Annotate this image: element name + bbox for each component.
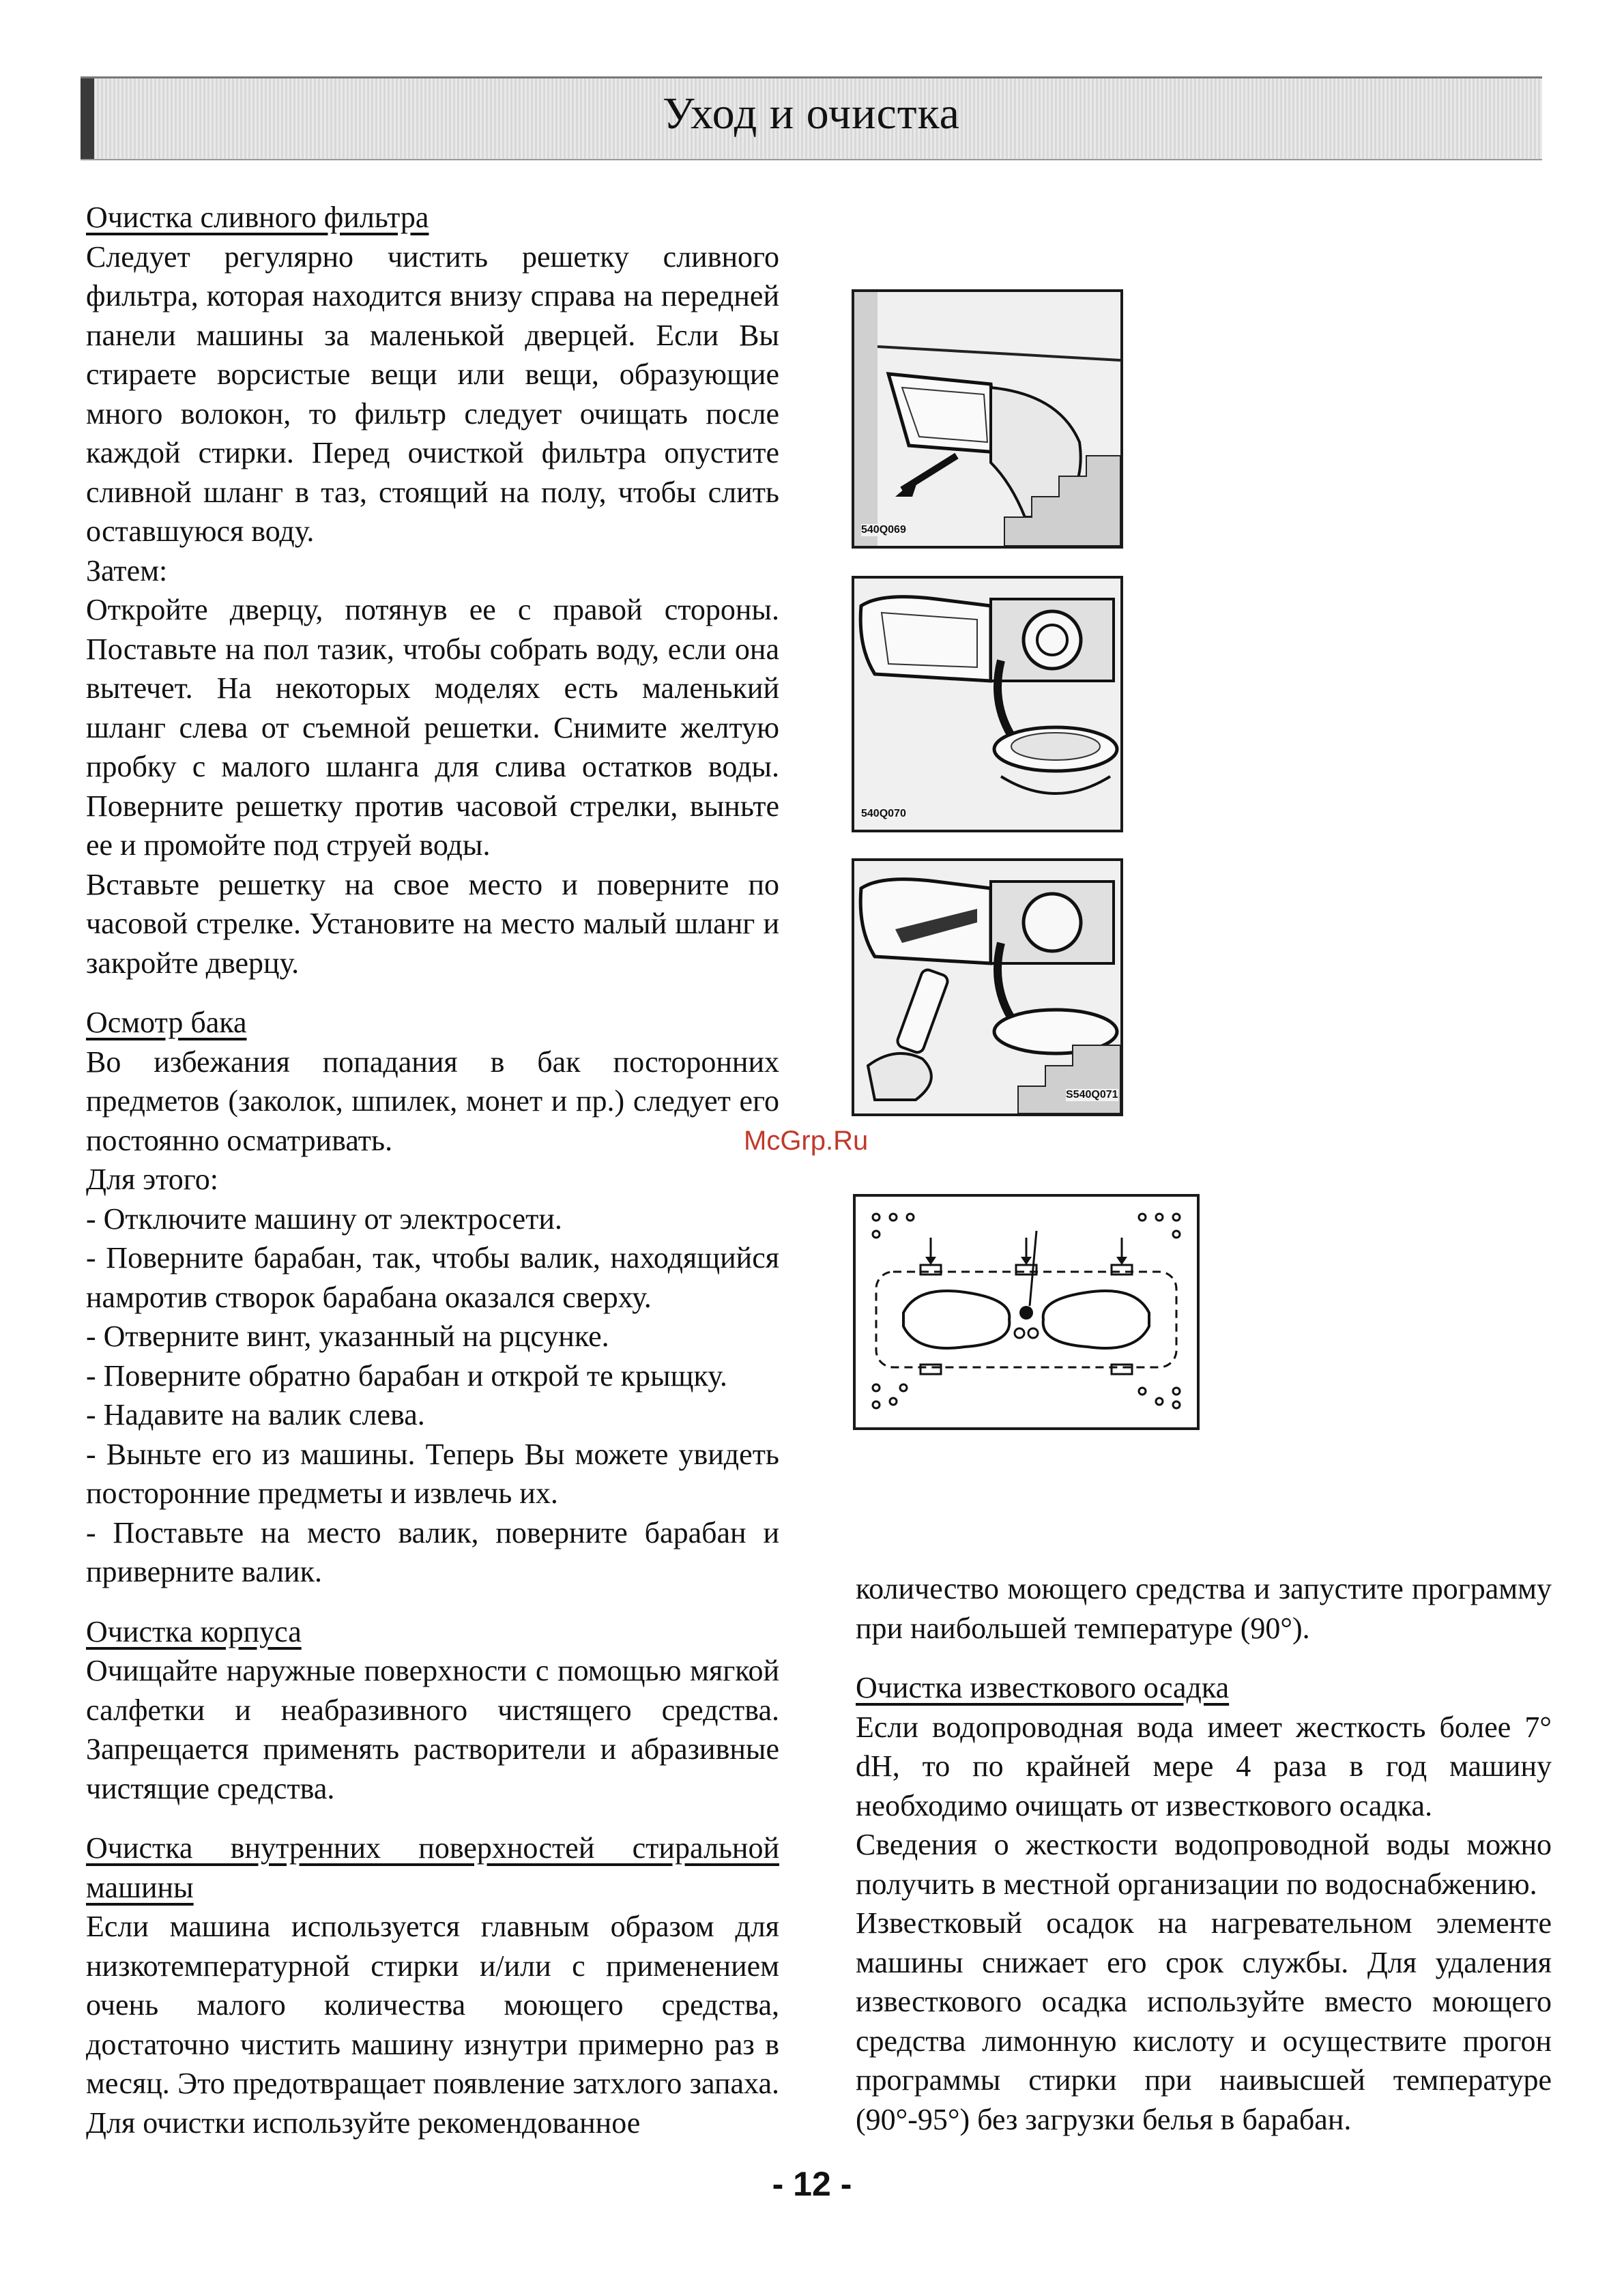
watermark: McGrp.Ru: [744, 1126, 869, 1156]
figure-code-label: 540Q069: [861, 524, 906, 536]
paragraph: - Поверните барабан, так, чтобы валик, находящийся намротив створок барабана оказался сверху.: [86, 1241, 779, 1314]
drum-diagram-illustration: [856, 1197, 1197, 1427]
paragraph: Вставьте решетку на свое место и поверните по часовой стрелке. Установите на место малый шланг и закройте дверцу.: [86, 867, 779, 980]
paragraph: - Отключите машину от электросети.: [86, 1201, 562, 1236]
paragraph: Следует регулярно чистить решетку сливного фильтра, которая находится внизу справа на передней панели машины за маленькой дверцей. Если Вы стираете ворсистые вещи или вещи, образующие много волокон, то фильтр следует очищать после каждой стирки. Перед очисткой фильтра опустите сливной шланг в таз, стоящий на полу, чтобы слить оставшуюся воду.: [86, 239, 779, 548]
paragraph: Если машина используется главным образом для низкотемпературной стирки и/или с применением очень малого количества моющего средства, достаточно чистить машину изнутри примерно раз в месяц. Это предотвращает появление затхлого запаха. Для очистки используйте рекомендованное: [86, 1910, 779, 2140]
figure-code-label: S540Q071: [1066, 1089, 1118, 1101]
section-gap: [856, 1648, 1552, 1668]
paragraph: Во избежания попадания в бак посторонних предметов (заколок, шпилек, монет и пр.) следует его постоянно осматривать.: [86, 1045, 779, 1157]
paragraph: Сведения о жесткости водопроводной воды можно получить в местной организации по водоснабжению.: [856, 1828, 1552, 1901]
figure-filter-removal: [852, 858, 1123, 1116]
paragraph: Очищайте наружные поверхности с помощью мягкой салфетки и неабразивного чистящего средства. Запрещается применять растворители и абразивные чистящие средства.: [86, 1654, 779, 1805]
paragraph: - Надавите на валик слева.: [86, 1398, 425, 1431]
paragraph: Если водопроводная вода имеет жесткость более 7° dH, то по крайней мере 4 раза в год машину необходимо очищать от известкового осадка.: [856, 1710, 1552, 1822]
paragraph: Известковый осадок на нагревательном элементе машины снижает его срок службы. Для удаления известкового осадка используйте вместо моющего средства лимонную кислоту и осуществите прогон программы стирки при наивысшей температуре (90°-95°) без загрузки белья в барабан.: [856, 1906, 1552, 2136]
header-bar: [81, 76, 1542, 160]
figure-filter-door: [852, 289, 1123, 549]
section-gap: [86, 982, 779, 1003]
paragraph: количество моющего средства и запустите программу при наибольшей температуре (90°).: [856, 1572, 1552, 1645]
page-number: - 12 -: [772, 2165, 852, 2203]
paragraph: Откройте дверцу, потянув ее с правой стороны. Поставьте на пол тазик, чтобы собрать воду, если она вытечет. На некоторых моделях есть маленький шланг слева от съемной решетки. Снимите желтую пробку с малого шланга для слива остатков воды. Поверните решетку против часовой стрелки, выньте ее и промойте под струей воды.: [86, 593, 779, 862]
section-heading: Осмотр бака: [86, 1006, 247, 1039]
section-heading: Очистка корпуса: [86, 1614, 302, 1648]
paragraph: - Отверните винт, указанный на рцсунке.: [86, 1320, 609, 1353]
paragraph: Затем:: [86, 553, 168, 587]
paragraph: - Выньте его из машины. Теперь Вы можете увидеть посторонние предметы и извлечь их.: [86, 1437, 779, 1510]
section-heading: Очистка известкового осадка: [856, 1671, 1230, 1704]
right-column: [856, 1569, 1552, 2139]
paragraph: Для этого:: [86, 1163, 218, 1196]
section-heading: Очистка внутренних поверхностей стиральной машины: [86, 1831, 779, 1904]
section-gap: [86, 1592, 779, 1612]
section-heading: Очистка сливного фильтра: [86, 201, 429, 234]
paragraph: - Поставьте на место валик, поверните барабан и приверните валик.: [86, 1515, 779, 1588]
drain-bowl-illustration: [854, 579, 1120, 830]
figure-drain-bowl: [852, 576, 1123, 832]
left-column: [86, 198, 779, 2142]
filter-door-illustration: [854, 292, 1120, 546]
filter-removal-illustration: [854, 861, 1120, 1113]
paragraph: - Поверните обратно барабан и открой те крыщку.: [86, 1358, 727, 1393]
figure-code-label: 540Q070: [861, 808, 906, 819]
section-gap: [86, 1808, 779, 1829]
page-title: Уход и очистка: [663, 89, 960, 139]
figure-drum-diagram: [853, 1194, 1200, 1430]
